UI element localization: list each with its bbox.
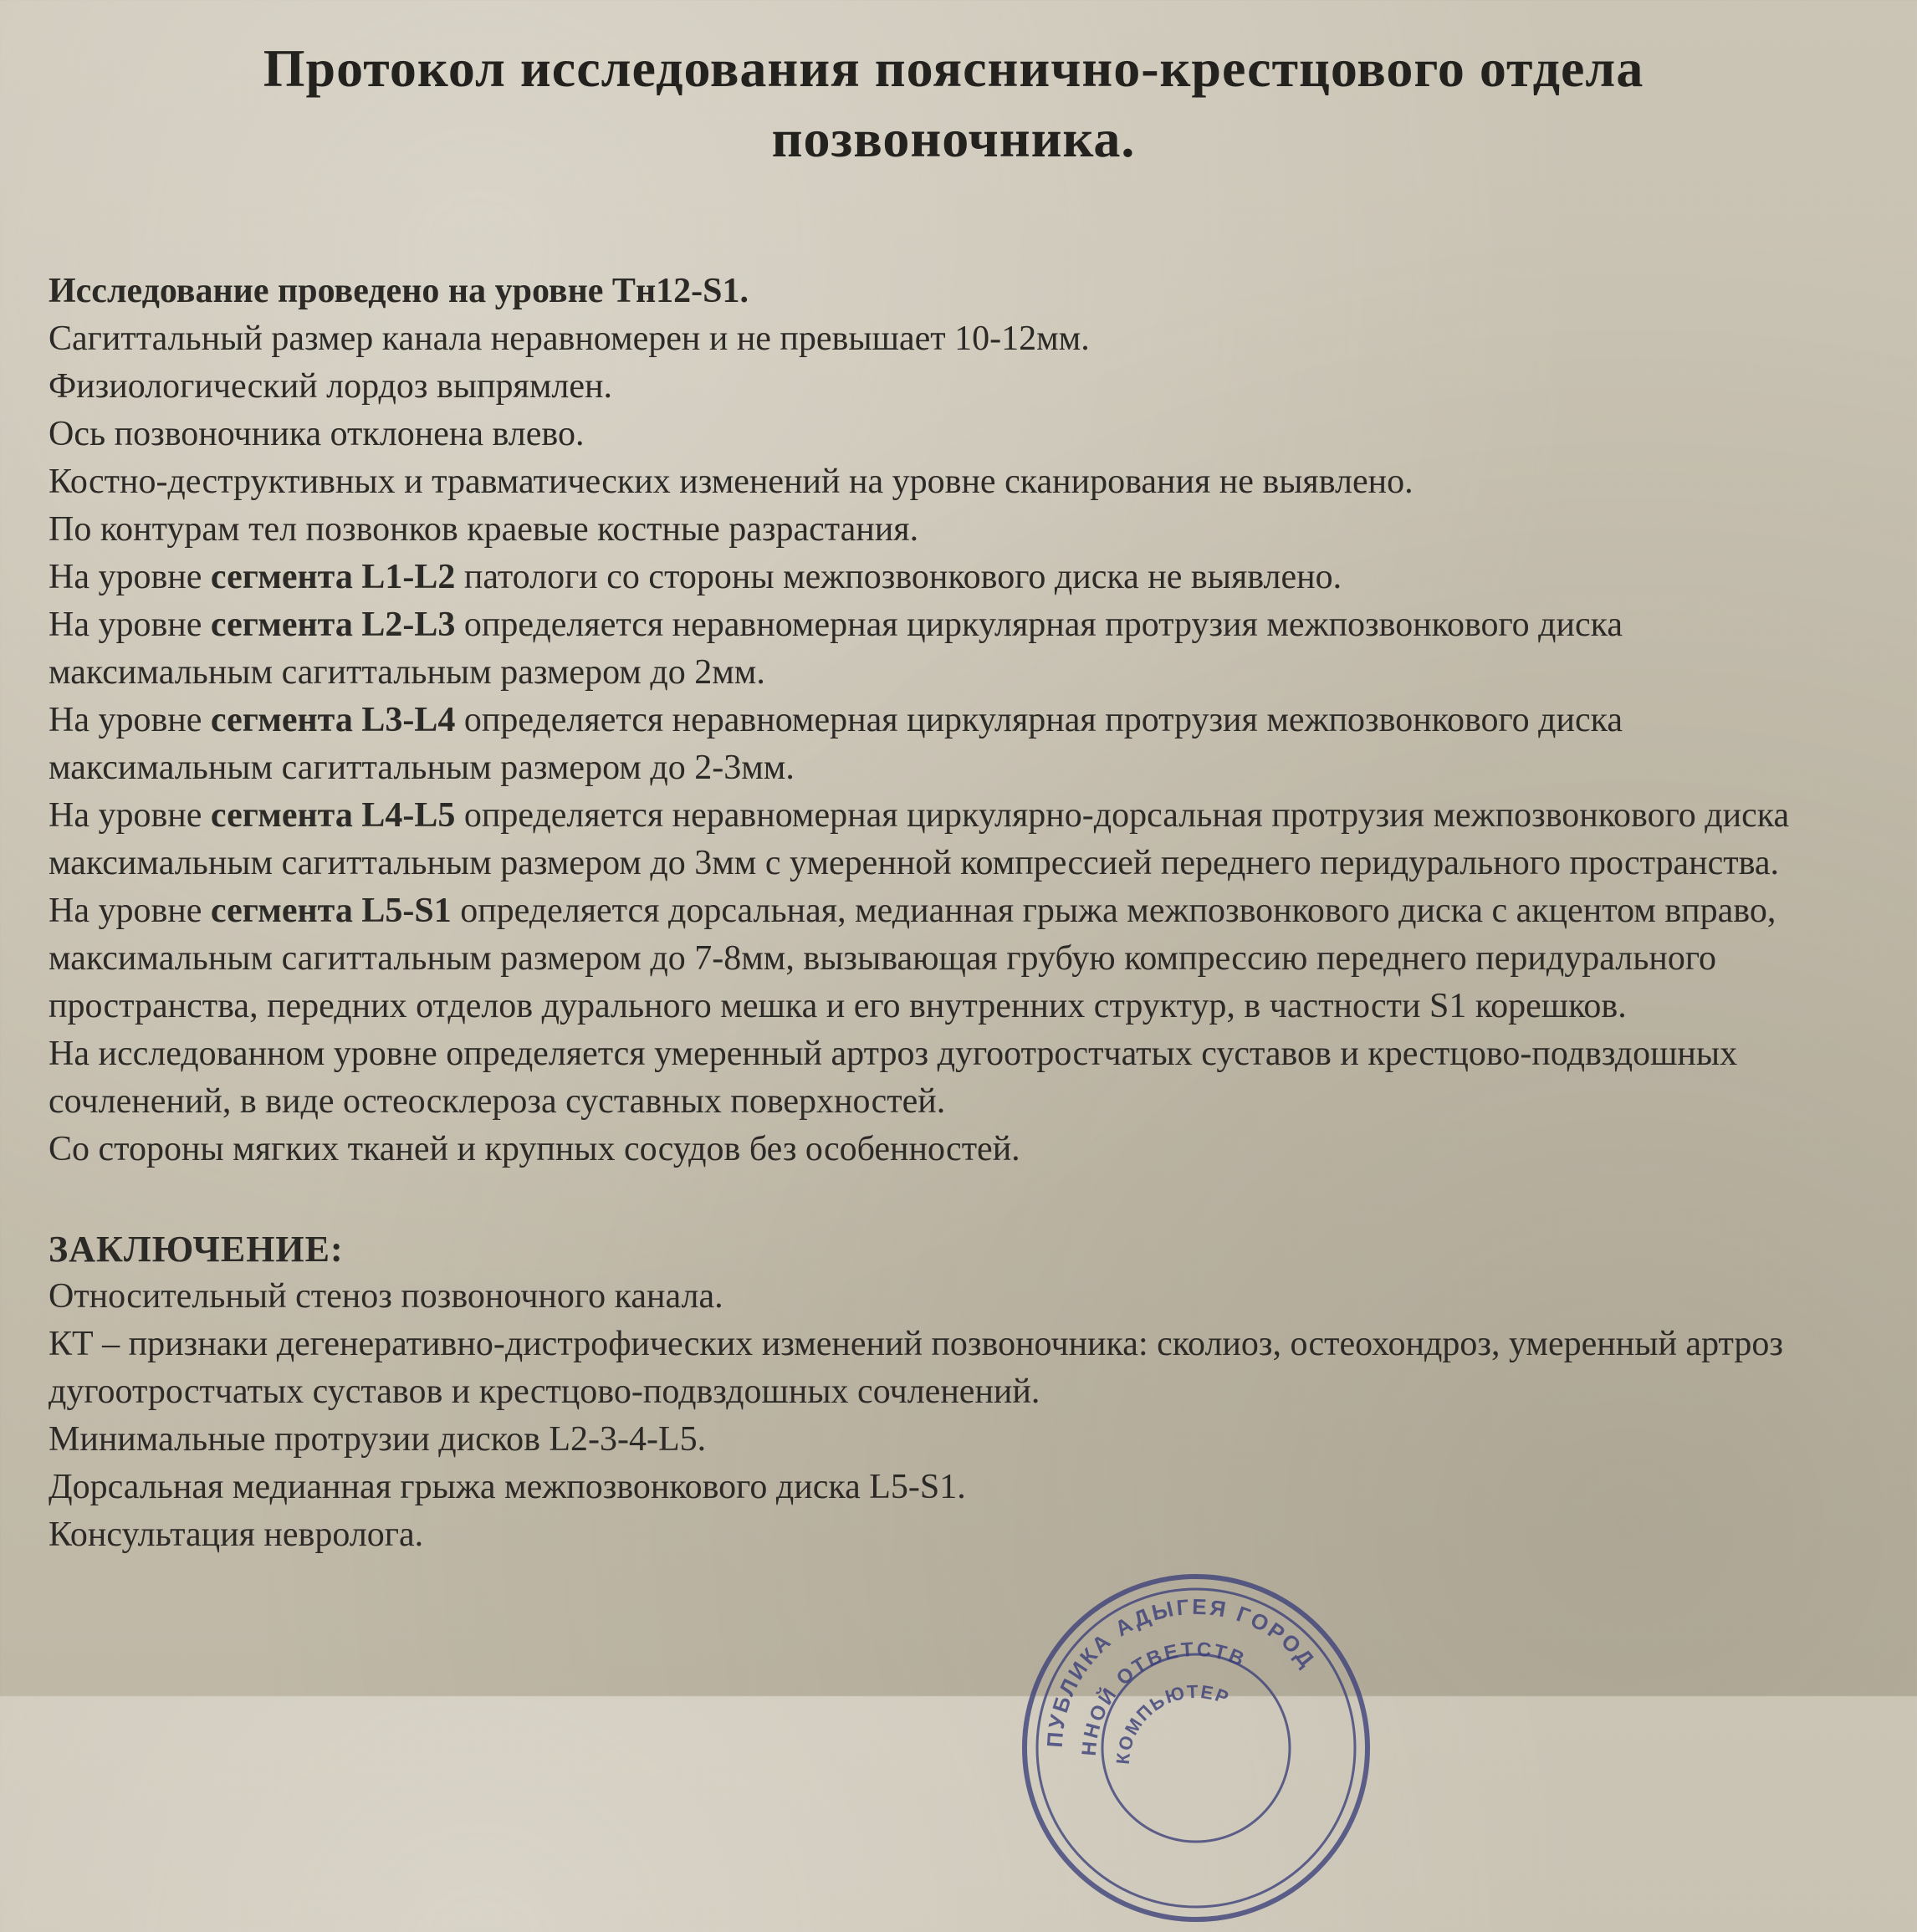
segment-label: сегмента L1-L2 bbox=[210, 558, 456, 596]
segment-prefix: На уровне bbox=[49, 892, 211, 930]
title-line-2: позвоночника. bbox=[771, 109, 1136, 168]
segment-finding-l2-l3 bbox=[49, 601, 1830, 697]
document-title bbox=[100, 33, 1807, 174]
segment-text: определяется дорсальная, медианная грыжа межпозвонкового диска с акцентом вправо, максимальным сагиттальным размером до 7-8мм, вызывающая грубую компрессию переднего перидурального пространства, передних отделов дурального мешка и его внутренних структур, в частности S1 корешков. bbox=[49, 892, 1776, 1025]
conclusion-line: КТ – признаки дегенеративно-дистрофических изменений позвоночника: сколиоз, остеохондроз, умеренный артроз дугоотростчатых суставов и крестцово-подвздошных сочленений. bbox=[49, 1325, 1783, 1411]
conclusion-line: Минимальные протрузии дисков L2-3-4-L5. bbox=[49, 1420, 707, 1459]
stamp-text: КОМПЬЮТЕР bbox=[1112, 1680, 1234, 1766]
finding-line: На исследованном уровне определяется умеренный артроз дугоотростчатых суставов и крестцово-подвздошных сочленений, в виде остеосклероза суставных поверхностей. bbox=[49, 1035, 1738, 1121]
conclusion-line: Консультация невролога. bbox=[49, 1515, 424, 1554]
section-spacer bbox=[49, 1173, 1889, 1225]
segment-finding-l1-l2 bbox=[49, 554, 1830, 601]
title-line-1: Протокол исследования пояснично-крестцового отдела bbox=[263, 38, 1644, 98]
segment-text: определяется неравномерная циркулярно-дорсальная протрузия межпозвонкового диска максимальным сагиттальным размером до 3мм с умеренной компрессией переднего перидурального пространства. bbox=[49, 796, 1790, 882]
stamp-rings bbox=[1025, 1577, 1367, 1919]
finding-line: Ось позвоночника отклонена влево. bbox=[49, 415, 585, 453]
segment-prefix: На уровне bbox=[49, 606, 211, 644]
finding-line: Сагиттальный размер канала неравномерен и не превышает 10-12мм. bbox=[49, 319, 1090, 358]
document-body bbox=[49, 268, 1889, 1559]
finding-line: Костно-деструктивных и травматических изменений на уровне сканирования не выявлено. bbox=[49, 463, 1413, 501]
segment-finding-l5-s1 bbox=[49, 887, 1830, 1030]
conclusion-line: Дорсальная медианная грыжа межпозвонкового диска L5-S1. bbox=[49, 1468, 966, 1506]
segment-finding-l3-l4 bbox=[49, 697, 1830, 792]
stamp-text: ННОЙ ОТВЕТСТВ bbox=[1077, 1638, 1250, 1757]
segment-text: определяется неравномерная циркулярная протрузия межпозвонкового диска максимальным сагиттальным размером до 2-3мм. bbox=[49, 701, 1623, 787]
segment-text: определяется неравномерная циркулярная протрузия межпозвонкового диска максимальным сагиттальным размером до 2мм. bbox=[49, 606, 1623, 692]
segment-prefix: На уровне bbox=[49, 701, 211, 739]
clinic-stamp bbox=[1012, 1564, 1380, 1932]
finding-line: По контурам тел позвонков краевые костные разрастания. bbox=[49, 510, 919, 549]
study-level-heading: Исследование проведено на уровне Тн12-S1. bbox=[49, 272, 749, 310]
segment-prefix: На уровне bbox=[49, 558, 211, 596]
segment-finding-l4-l5 bbox=[49, 792, 1830, 887]
segment-label: сегмента L2-L3 bbox=[210, 606, 456, 644]
segment-text: патологи со стороны межпозвонкового диска не выявлено. bbox=[455, 558, 1342, 596]
segment-label: сегмента L5-S1 bbox=[210, 892, 452, 930]
stamp-text: ПУБЛИКА АДЫГЕЯ ГОРОД bbox=[1041, 1593, 1321, 1749]
conclusion-line: Относительный стеноз позвоночного канала. bbox=[49, 1277, 723, 1316]
conclusion-heading: ЗАКЛЮЧЕНИЕ: bbox=[49, 1229, 344, 1270]
segment-label: сегмента L4-L5 bbox=[210, 796, 456, 835]
finding-line: Со стороны мягких тканей и крупных сосудов без особенностей. bbox=[49, 1130, 1020, 1168]
segment-label: сегмента L3-L4 bbox=[210, 701, 456, 739]
finding-line: Физиологический лордоз выпрямлен. bbox=[49, 367, 613, 406]
segment-prefix: На уровне bbox=[49, 796, 211, 835]
